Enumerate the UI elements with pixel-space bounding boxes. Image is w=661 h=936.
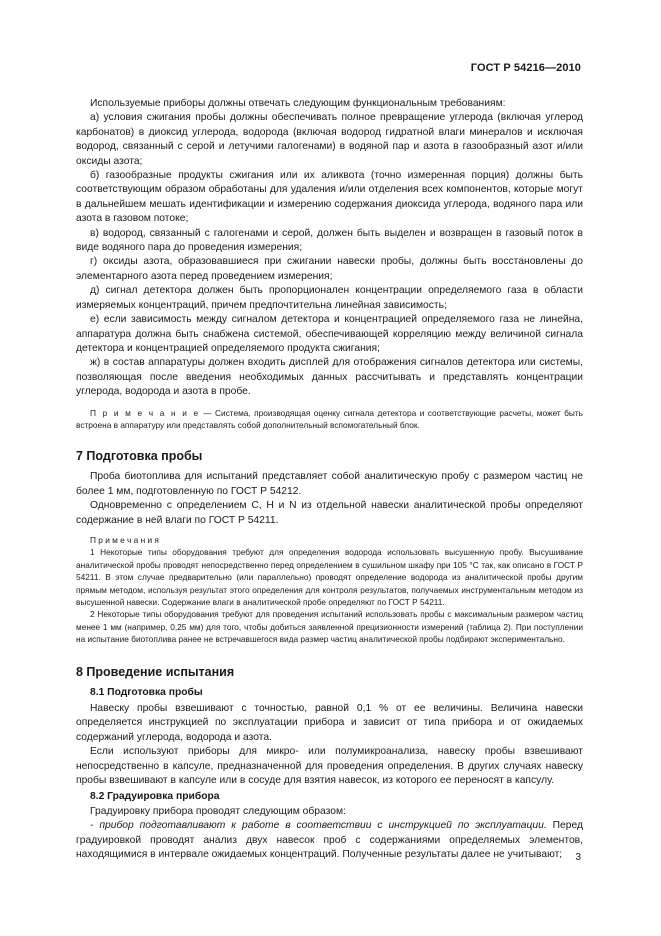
note-label: П р и м е ч а н и е xyxy=(90,407,200,418)
section-7-note-2: 2 Некоторые типы оборудования требуют для проведения испытаний использовать пробы с максимальным размером частиц менее 1 мм (например, 0,25 мм) для того, чтобы добиться заявленной прецизионности измерений (таблица 2). При поступлении на испытание биотоплива ранее не встречавшегося вида размер частиц аналитической пробы подбирают экспериментально. xyxy=(76,609,583,645)
section-8-2-para-2 xyxy=(76,819,583,862)
section-8-1-para-2: Если используют приборы для микро- или полумикроанализа, навеску пробы взвешивают непосредственно в капсуле, предназначенной для проведения определения. В других случаях навеску пробы взвешивают в капсуле или в сосуде для взятия навесок, из которого ее переносят в капсулу. xyxy=(76,746,583,787)
note-text: — Система, производящая оценку сигнала детектора и соответствующие расчеты, может быть встроена в аппаратуру или представлять собой дополнительный вспомогательный блок. xyxy=(76,407,583,430)
section-8-title: 8 Проведение испытания xyxy=(76,664,235,679)
section-8-1-para-1: Навеску пробы взвешивают с точностью, равной 0,1 % от ее величины. Величина навески определяется инструкцией по эксплуатации прибора и зависит от типа прибора и от ожидаемых содержаний углерода, водорода и азота. xyxy=(76,703,583,743)
requirement-zh: ж) в состав аппаратуры должен входить дисплей для отображения сигналов детектора или системы, позволяющая после введения необходимых данных рассчитывать и представлять концентрации углерода, водорода и азота в пробе. xyxy=(76,357,583,398)
requirement-g: г) оксиды азота, образовавшиеся при сжигании навески пробы, должны быть восстановлены до элементарного азота перед проведением измерения; xyxy=(76,256,583,282)
document-body xyxy=(76,97,583,863)
requirement-d: д) сигнал детектора должен быть пропорционален концентрации определяемого газа в области измеряемых концентраций, причем предпочтительна линейная зависимость; xyxy=(76,285,583,311)
section-7-title: 7 Подготовка пробы xyxy=(76,449,203,464)
requirements-intro: Используемые приборы должны отвечать следующим функциональным требованиям: xyxy=(90,98,506,109)
note-system xyxy=(76,407,583,432)
requirement-e: е) если зависимость между сигналом детектора и концентрацией определяемого газа не линейна, аппаратура должна быть снабжена системой, обеспечивающей корреляцию между величиной сигнала детектора и концентрацией определяемого продукта сжигания; xyxy=(76,314,583,354)
section-7-para-1: Проба биотоплива для испытаний представляет собой аналитическую пробу с размером частиц не более 1 мм, подготовленную по ГОСТ Р 54212. xyxy=(76,471,583,497)
requirement-v: в) водород, связанный с галогенами и серой, должен быть выделен и возвращен в газовый поток в виде водяного пара до проведения измерения; xyxy=(76,227,583,254)
section-8-2-title: 8.2 Градуировка прибора xyxy=(90,791,220,803)
section-7-para-2: Одновременно с определением С, Н и N из отдельной навески аналитической пробы определяют содержание в ней влаги по ГОСТ Р 54211. xyxy=(76,500,583,526)
notes-label: П р и м е ч а н и я xyxy=(90,534,159,545)
requirement-b: б) газообразные продукты сжигания или их аликвота (точно измеренная порция) должны быть соответствующим образом обработаны для удаления и/или отделения всех компонентов, которые могут в дальнейшем мешать идентификации и измерению содержания диоксида углерода, водяного пара или азота в газовом потоке; xyxy=(76,170,583,225)
requirement-a: а) условия сжигания пробы должны обеспечивать полное превращение углерода (включая углерод карбонатов) в диоксид углерода, водорода (включая водород гидратной влаги минералов и исключая водород, связанный с серой и летучими галогенами) в водяной пар и азота в газообразный азот и/или оксиды азота; xyxy=(76,112,583,167)
document-header: ГОСТ Р 54216—2010 xyxy=(470,62,581,74)
page-number: 3 xyxy=(575,852,581,863)
section-8-1-title: 8.1 Подготовка пробы xyxy=(90,686,203,698)
section-8-2-rest: Перед градуировкой проводят анализ двух навесок проб с содержаниями определяемых элементов, находящимися в интервале ожидаемых концентраций. Полученные результаты далее не учитывают; xyxy=(76,820,583,861)
section-7-note-1: 1 Некоторые типы оборудования требуют для определения водорода использовать высушенную пробу. Высушивание аналитической пробы проводят непосредственно перед определением в сушильном шкафу при 105 °С так, как описано в ГОСТ Р 54211. В этом случае предварительно (или параллельно) проводят определение водорода из аналитической пробы другим прямым методом, используя результат этого определения для контроля результатов, получаемых инструментальным методом из высушенной навески. Содержание влаги в аналитической пробе определяют по ГОСТ Р 54211. xyxy=(76,547,583,607)
section-8-2-para-1: Градуировку прибора проводят следующим образом: xyxy=(90,805,346,817)
section-8-2-italic: - прибор подготавливают к работе в соответствии с инструкцией по эксплуатации. xyxy=(90,820,547,832)
